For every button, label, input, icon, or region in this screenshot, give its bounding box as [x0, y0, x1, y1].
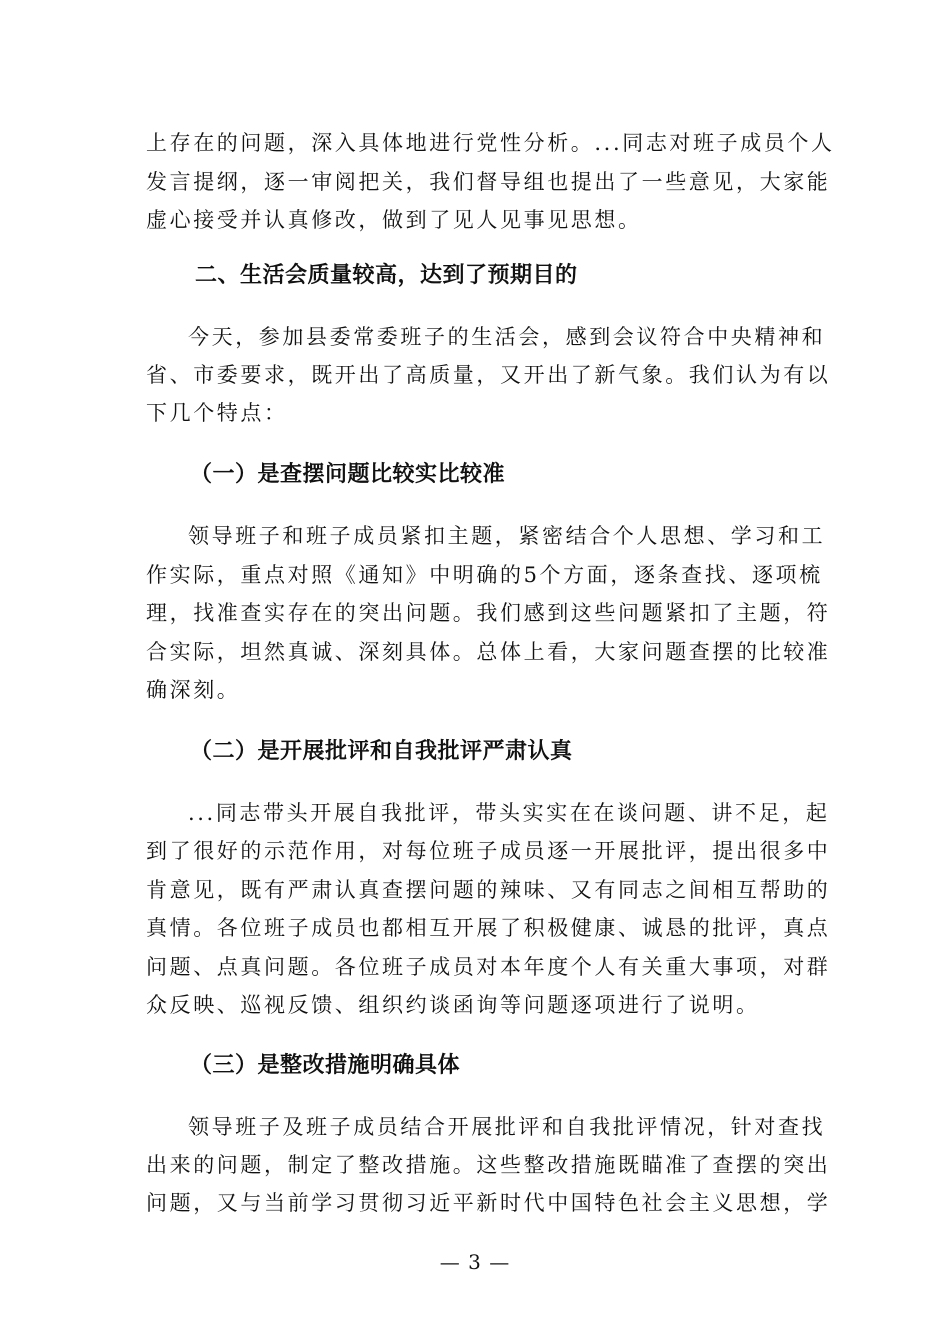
section-heading: 二、生活会质量较高，达到了预期目的 [195, 262, 578, 288]
subsection-heading: （一）是查摆问题比较实比较准 [190, 461, 506, 487]
paragraph-line: 确深刻。 [146, 678, 241, 702]
paragraph-line: 下几个特点： [146, 401, 288, 425]
subsection-heading: （二）是开展批评和自我批评严肃认真 [190, 738, 573, 764]
paragraph-line: 领导班子和班子成员紧扣主题，紧密结合个人思想、学习和工 [188, 524, 826, 548]
paragraph-line: ...同志带头开展自我批评，带头实实在在谈问题、讲不足，起 [188, 801, 830, 825]
paragraph-line: 今天，参加县委常委班子的生活会，感到会议符合中央精神和 [188, 325, 826, 349]
paragraph-line: 合实际，坦然真诚、深刻具体。总体上看，大家问题查摆的比较准 [146, 640, 831, 664]
paragraph-line: 肯意见，既有严肃认真查摆问题的辣味、又有同志之间相互帮助的 [146, 878, 831, 902]
paragraph-line: 众反映、巡视反馈、组织约谈函询等问题逐项进行了说明。 [146, 993, 760, 1017]
paragraph-line: 虚心接受并认真修改，做到了见人见事见思想。 [146, 208, 642, 232]
page-number: — 3 — [439, 1250, 511, 1274]
paragraph-line: 出来的问题，制定了整改措施。这些整改措施既瞄准了查摆的突出 [146, 1153, 831, 1177]
paragraph-line: 到了很好的示范作用，对每位班子成员逐一开展批评，提出很多中 [146, 839, 831, 863]
paragraph-line: 领导班子及班子成员结合开展批评和自我批评情况，针对查找 [188, 1115, 826, 1139]
paragraph-line: 上存在的问题，深入具体地进行党性分析。...同志对班子成员个人 [146, 131, 835, 155]
paragraph-line: 省、市委要求，既开出了高质量，又开出了新气象。我们认为有以 [146, 363, 831, 387]
paragraph-line: 作实际，重点对照《通知》中明确的5个方面，逐条查找、逐项梳 [146, 563, 823, 587]
paragraph-line: 问题、点真问题。各位班子成员对本年度个人有关重大事项，对群 [146, 955, 831, 979]
subsection-heading: （三）是整改措施明确具体 [190, 1052, 461, 1078]
paragraph-line: 发言提纲，逐一审阅把关，我们督导组也提出了一些意见，大家能 [146, 170, 831, 194]
paragraph-line: 真情。各位班子成员也都相互开展了积极健康、诚恳的批评，真点 [146, 916, 831, 940]
paragraph-line: 问题，又与当前学习贯彻习近平新时代中国特色社会主义思想，学 [146, 1191, 831, 1215]
paragraph-line: 理，找准查实存在的突出问题。我们感到这些问题紧扣了主题，符 [146, 601, 831, 625]
